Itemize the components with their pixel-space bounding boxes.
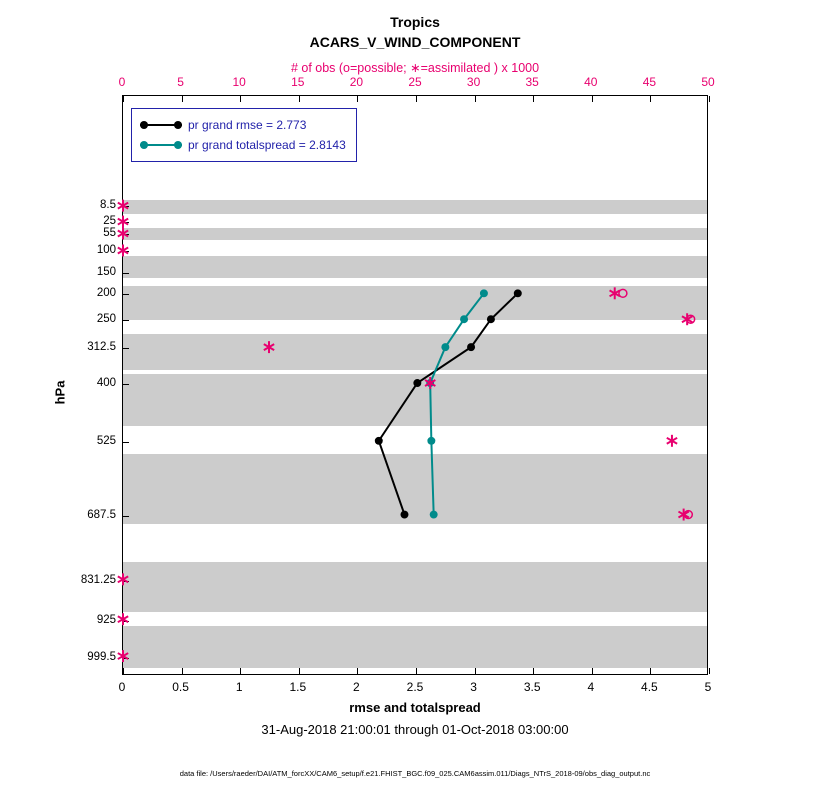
y-axis-tick-label: 831.25: [80, 574, 116, 586]
top-axis-tick-label: 35: [525, 75, 539, 89]
date-range-caption: 31-Aug-2018 21:00:01 through 01-Oct-2018 03:00:00: [261, 722, 569, 737]
bottom-axis-tick-label: 4.5: [641, 680, 658, 694]
assimilated-obs-marker: [118, 216, 128, 228]
legend-item: [140, 115, 346, 135]
series-point: [441, 343, 449, 351]
data-file-caption: data file: /Users/raeder/DAI/ATM_forcXX/CAM6_setup/f.e21.FHIST_BGC.f09_025.CAM6assim.011/Diags_NTrS_2018-09/obs_diag_output.nc: [179, 769, 651, 778]
bottom-axis-tick-label: 1.5: [289, 680, 307, 694]
bottom-axis-tick-label: 3: [470, 680, 477, 694]
top-axis-tick-label: 0: [118, 75, 126, 89]
legend-label-totalspread: pr grand totalspread = 2.8143: [188, 138, 346, 152]
y-axis-tick-label: 100: [96, 244, 116, 256]
y-axis-tick-label: 312.5: [87, 341, 116, 353]
possible-obs-marker: [619, 289, 627, 297]
y-axis-tick-label: 525: [96, 435, 116, 447]
series-point: [514, 289, 522, 297]
assimilated-obs-marker: [264, 341, 274, 353]
series-point: [375, 437, 383, 445]
legend-label-rmse: pr grand rmse = 2.773: [188, 118, 307, 132]
axis-tick: [709, 668, 710, 674]
series-line: [379, 293, 518, 514]
y-axis-tick-label: 25: [103, 215, 116, 227]
assimilated-obs-marker: [118, 228, 128, 240]
y-axis-tick-label: 150: [96, 266, 116, 278]
series-point: [401, 511, 409, 519]
top-axis-tick-label: 15: [291, 75, 305, 89]
top-axis-tick-label: 50: [701, 75, 715, 89]
y-axis-tick-label: 687.5: [87, 509, 116, 521]
top-axis-tick-label: 45: [642, 75, 657, 89]
x-axis-title: rmse and totalspread: [349, 700, 481, 715]
bottom-axis-tick-label: 1: [235, 680, 243, 694]
bottom-axis-tick-label: 5: [704, 680, 712, 694]
top-axis-tick-label: 30: [466, 75, 481, 89]
series-line: [430, 293, 484, 514]
top-axis-tick-label: 20: [349, 75, 364, 89]
bottom-axis-tick-label: 3.5: [523, 680, 541, 694]
y-axis-tick-label: 925: [96, 614, 116, 626]
bottom-axis-tick-label: 0.5: [172, 680, 189, 694]
assimilated-obs-marker: [118, 244, 128, 256]
assimilated-obs-marker: [118, 573, 128, 585]
legend-swatch-rmse: [140, 119, 182, 131]
bottom-axis-tick-label: 0: [118, 680, 126, 694]
y-axis-tick-label: 400: [96, 377, 116, 389]
assimilated-obs-marker: [118, 650, 128, 662]
legend-item: [140, 135, 346, 155]
y-axis-title: hPa: [52, 380, 68, 405]
series-point: [413, 379, 421, 387]
series-point: [430, 511, 438, 519]
series-point: [460, 315, 468, 323]
y-axis-tick-label: 999.5: [87, 651, 116, 663]
y-axis-tick-label: 200: [96, 287, 116, 299]
top-axis-tick-label: 5: [177, 75, 184, 89]
y-axis-tick-label: 250: [96, 313, 116, 325]
axis-tick: [709, 96, 710, 102]
assimilated-obs-marker: [118, 613, 128, 625]
top-axis-tick-label: 40: [584, 75, 598, 89]
legend-box: [131, 108, 357, 162]
series-overlay: [123, 96, 707, 674]
chart-title-sub: ACARS_V_WIND_COMPONENT: [309, 34, 521, 50]
top-axis-tick-label: 10: [232, 75, 246, 89]
bottom-axis-tick-label: 2.5: [406, 680, 424, 694]
bottom-axis-tick-label: 2: [353, 680, 360, 694]
series-point: [467, 343, 475, 351]
assimilated-obs-marker: [118, 200, 128, 212]
chart-title-main: Tropics: [390, 14, 440, 30]
legend-swatch-totalspread: [140, 139, 182, 151]
bottom-axis-tick-label: 4: [587, 680, 595, 694]
plot-area: [122, 95, 708, 675]
obs-axis-title: # of obs (o=possible; ∗=assimilated ) x 1000: [290, 61, 540, 75]
y-axis-tick-label: 55: [103, 227, 116, 239]
y-axis-tick-label: 8.5: [100, 199, 116, 211]
series-point: [487, 315, 495, 323]
top-axis-tick-label: 25: [408, 75, 422, 89]
series-point: [480, 289, 488, 297]
assimilated-obs-marker: [667, 435, 677, 447]
series-point: [427, 437, 435, 445]
